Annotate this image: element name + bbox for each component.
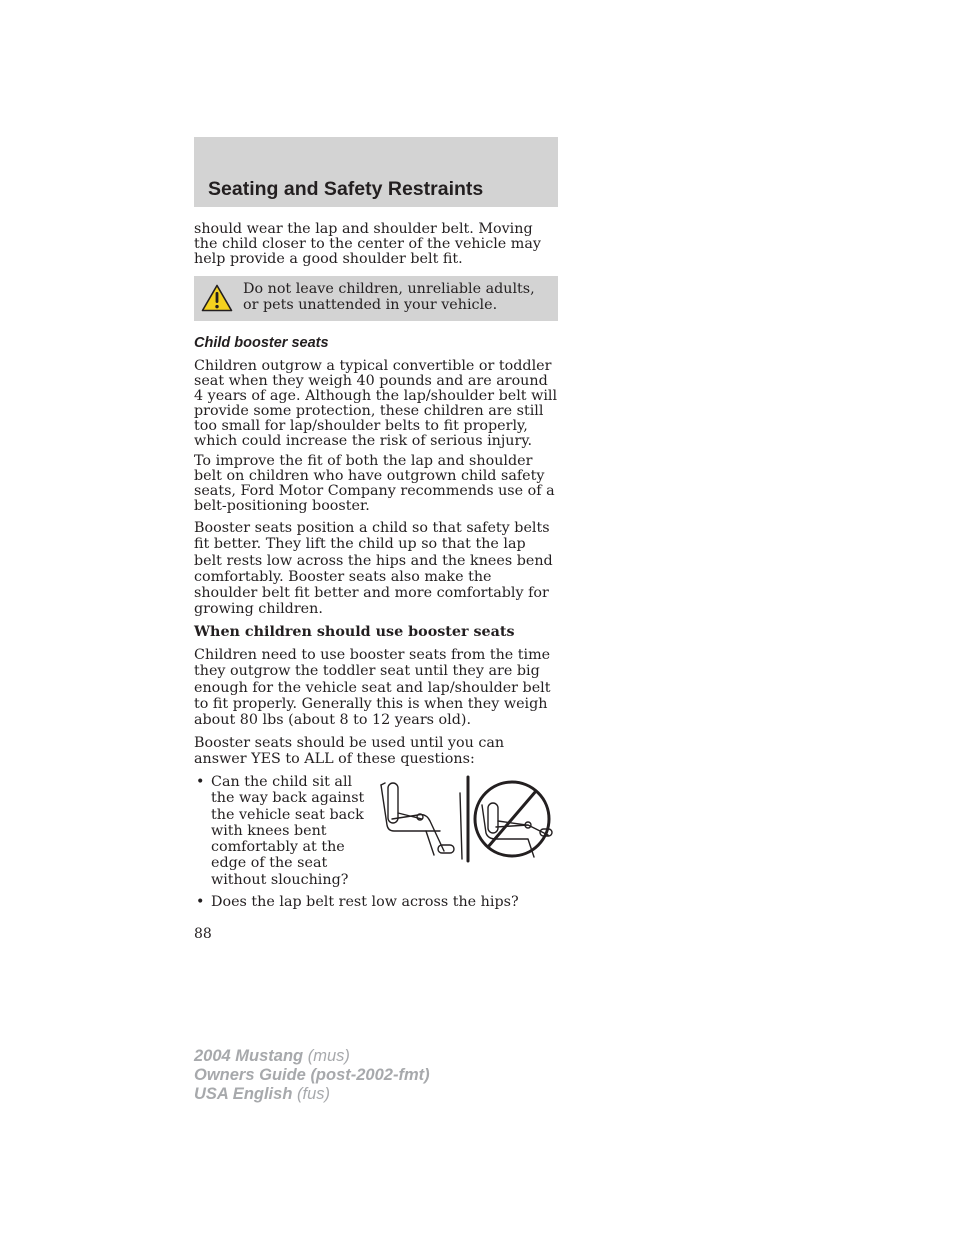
paragraph-text: Children outgrow a typical convertible or toddler seat when they weigh 40 pounds and are around 4 years of age. Although the lap/shoulder belt will provide some protection, these children are still too small for lap/shoulder belts to fit properly, which could increase the risk of serious injury. [194, 358, 558, 449]
paragraph-text: Children need to use booster seats from the time they outgrow the toddler seat until they are big enough for the vehicle seat and lap/shoulder belt to fit properly. Generally this is when they weigh about 80 lbs (about 8 to 12 years old). [194, 647, 551, 729]
footer-line-3 [194, 1085, 430, 1104]
section-title: Child booster seats [194, 335, 329, 351]
list-item-text: Can the child sit all the way back against the vehicle seat back with knees bent comfortably at the edge of the seat without slouching? [211, 774, 365, 888]
footer-language-code: (fus) [297, 1085, 330, 1103]
seat-incorrect-icon [475, 782, 552, 857]
warning-text: Do not leave children, unreliable adults, or pets unattended in your vehicle. [243, 281, 535, 313]
list-item-text: Does the lap belt rest low across the hips? [211, 894, 519, 910]
intro-paragraph-block [194, 222, 558, 267]
subsection-paragraph-2 [194, 735, 558, 767]
paragraph-text: To improve the fit of both the lap and shoulder belt on children who have outgrown child safety seats, Ford Motor Company recommends use of a belt-positioning booster. [194, 453, 555, 514]
footer-model-code: (mus) [307, 1047, 350, 1065]
footer-language: USA English [194, 1085, 293, 1103]
paragraph-text: Booster seats should be used until you can answer YES to ALL of these questions: [194, 735, 505, 767]
section-paragraph-2 [194, 454, 558, 514]
footer-line-1 [194, 1047, 430, 1066]
intro-paragraph: should wear the lap and shoulder belt. Moving the child closer to the center of the vehicle may help provide a good shoulder belt fit. [194, 221, 541, 267]
footer-model: 2004 Mustang [194, 1047, 304, 1065]
subsection-paragraph-1 [194, 647, 558, 728]
seat-correct-icon [381, 783, 462, 859]
section-paragraph-1 [194, 359, 558, 449]
warning-triangle-icon [201, 284, 233, 316]
footer-guide: Owners Guide (post-2002-fmt) [194, 1066, 430, 1084]
subsection-title: When children should use booster seats [194, 624, 515, 640]
page-number: 88 [194, 926, 212, 942]
section-paragraph-3 [194, 520, 558, 618]
warning-box [194, 276, 558, 321]
document-footer [194, 1047, 430, 1104]
section-header [194, 137, 558, 207]
paragraph-text: Booster seats position a child so that safety belts fit better. They lift the child up so that the lap belt rests low across the hips and the knees bend comfortably. Booster seats also make the shoulder belt fit better and more comfortably for growing children. [194, 520, 553, 618]
bullet-icon: • [196, 894, 205, 910]
bullet-icon: • [196, 774, 205, 790]
booster-seat-illustration [378, 775, 558, 869]
footer-line-2 [194, 1066, 430, 1085]
page-title: Seating and Safety Restraints [208, 178, 484, 200]
